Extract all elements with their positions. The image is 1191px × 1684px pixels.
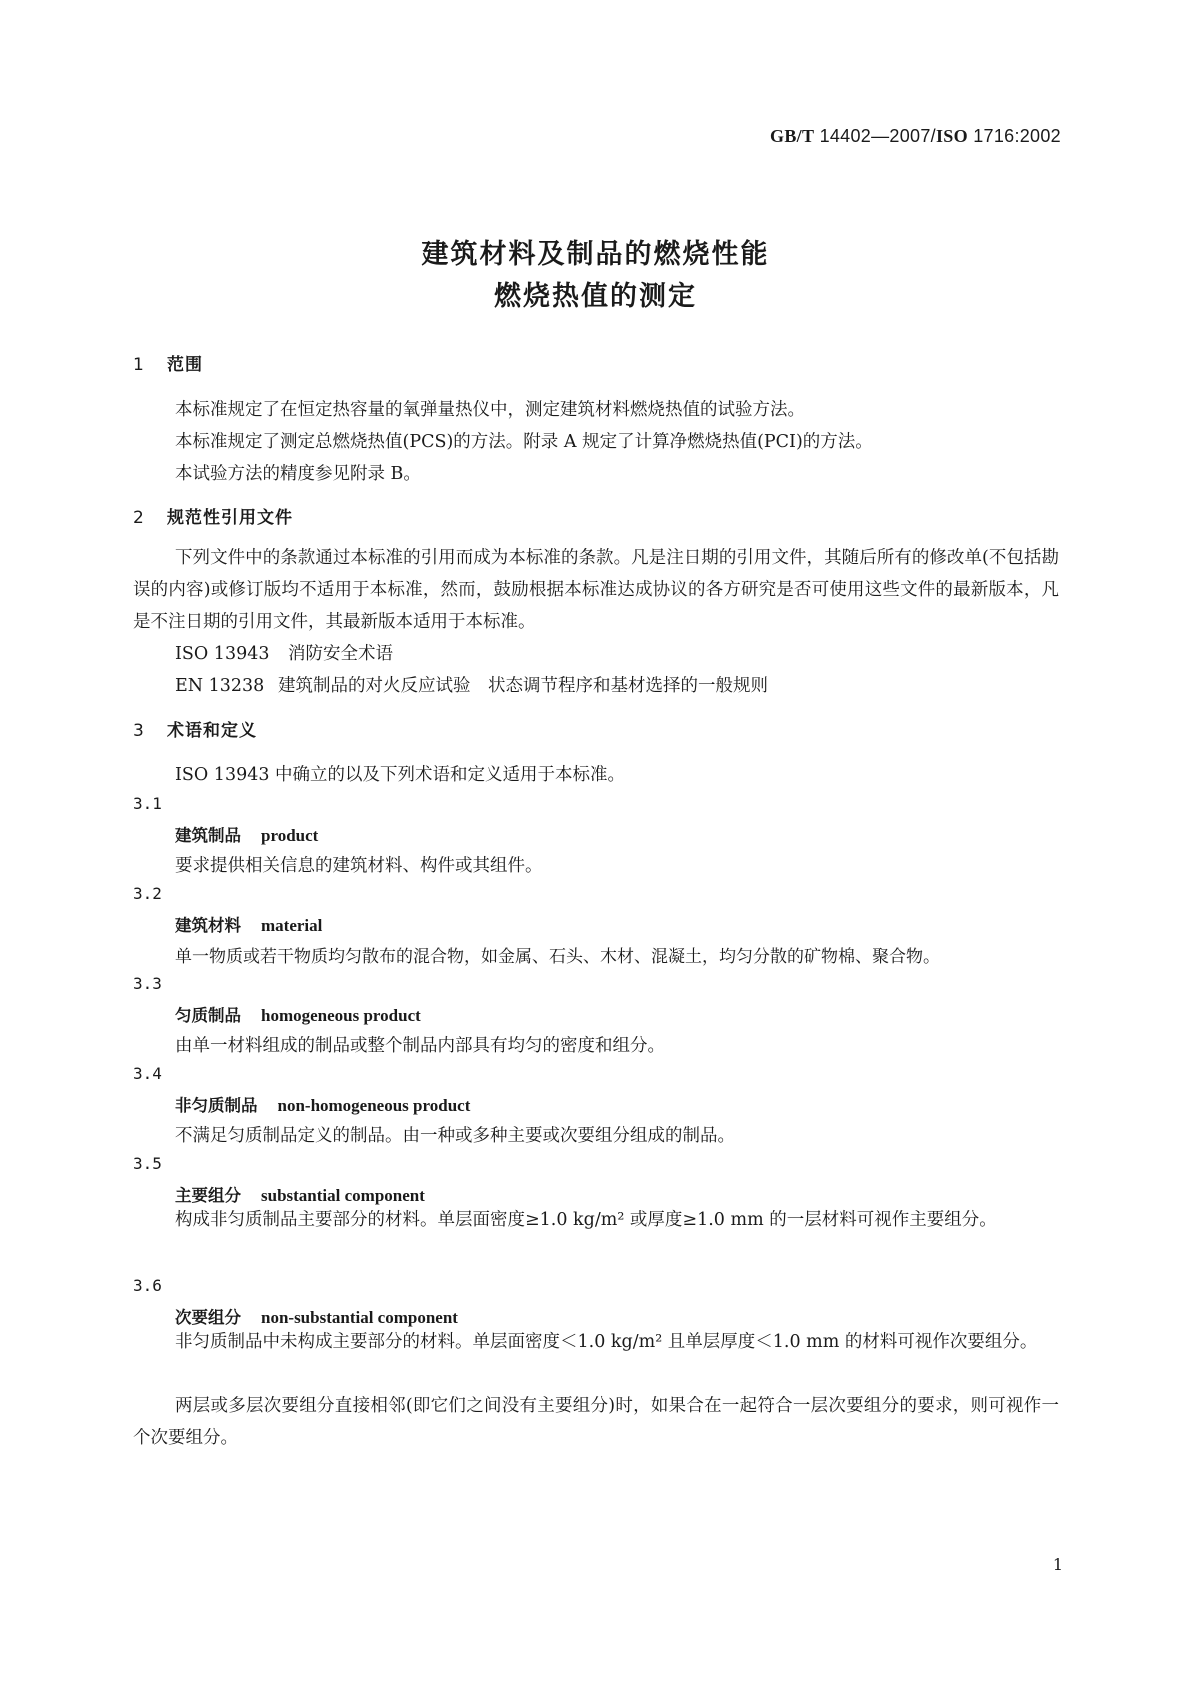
reference-item — [175, 672, 768, 697]
page-number: 1 — [1052, 1555, 1063, 1574]
section-number: 2 — [133, 508, 145, 528]
std-number: 14402—2007/ — [819, 126, 936, 146]
term-cn: 主要组分 — [175, 1186, 241, 1205]
paragraph: 本标准规定了测定总燃烧热值(PCS)的方法。附录 A 规定了计算净燃烧热值(PCI)的方法。 — [175, 432, 873, 452]
document-title-line1: 建筑材料及制品的燃烧性能 — [421, 239, 770, 270]
document-title-line2: 燃烧热值的测定 — [494, 281, 697, 312]
term-heading — [175, 1092, 470, 1116]
reference-title: 建筑制品的对火反应试验 状态调节程序和基材选择的一般规则 — [278, 676, 768, 696]
term-heading — [175, 912, 322, 936]
paragraph: 本试验方法的精度参见附录 B。 — [175, 464, 421, 484]
std-prefix: GB/T — [770, 126, 815, 146]
term-definition: 非匀质制品中未构成主要部分的材料。单层面密度＜1.0 kg/m² 且单层厚度＜1.0 mm 的材料可视作次要组分。 — [175, 1332, 1038, 1352]
term-definition: 由单一材料组成的制品或整个制品内部具有均匀的密度和组分。 — [175, 1036, 665, 1056]
term-cn: 次要组分 — [175, 1308, 241, 1327]
term-cn: 建筑制品 — [175, 826, 241, 845]
section-number: 1 — [133, 355, 145, 375]
term-cn: 建筑材料 — [175, 916, 241, 935]
term-definition: 构成非匀质制品主要部分的材料。单层面密度≥1.0 kg/m² 或厚度≥1.0 mm 的一层材料可视作主要组分。 — [175, 1210, 997, 1230]
reference-item — [175, 640, 393, 665]
term-heading — [175, 1304, 458, 1328]
term-heading — [175, 1002, 421, 1026]
term-definition: 不满足匀质制品定义的制品。由一种或多种主要或次要组分组成的制品。 — [175, 1126, 735, 1146]
term-number: 3.5 — [133, 1154, 162, 1173]
reference-code: EN 13238 — [175, 676, 265, 696]
standard-code — [770, 126, 1061, 147]
section-1-heading — [133, 350, 203, 375]
term-heading — [175, 1182, 425, 1206]
term-en: material — [261, 916, 323, 935]
section-title: 规范性引用文件 — [167, 508, 293, 528]
term-en: substantial component — [261, 1186, 425, 1205]
term-cn: 匀质制品 — [175, 1006, 241, 1025]
term-en: product — [261, 826, 319, 845]
term-number: 3.1 — [133, 794, 162, 813]
term-number: 3.4 — [133, 1064, 162, 1083]
term-number: 3.6 — [133, 1276, 162, 1295]
term-number: 3.2 — [133, 884, 162, 903]
paragraph: ISO 13943 中确立的以及下列术语和定义适用于本标准。 — [175, 765, 626, 785]
section-title: 范围 — [167, 355, 203, 375]
paragraph: 下列文件中的条款通过本标准的引用而成为本标准的条款。凡是注日期的引用文件，其随后所有的修改单(不包括勘误的内容)或修订版均不适用于本标准，然而，鼓励根据本标准达成协议的各方研究是否可使用这些文件的最新版本，凡是不注日期的引用文件，其最新版本适用于本标准。 — [133, 548, 1059, 632]
term-cn: 非匀质制品 — [175, 1096, 258, 1115]
section-3-heading — [133, 716, 257, 741]
term-en: homogeneous product — [261, 1006, 421, 1025]
term-definition: 单一物质或若干物质均匀散布的混合物，如金属、石头、木材、混凝土，均匀分散的矿物棉、聚合物。 — [175, 947, 940, 967]
reference-title: 消防安全术语 — [288, 644, 393, 664]
term-en: non-substantial component — [261, 1308, 458, 1327]
reference-code: ISO 13943 — [175, 644, 270, 664]
paragraph: 本标准规定了在恒定热容量的氧弹量热仪中，测定建筑材料燃烧热值的试验方法。 — [175, 400, 805, 420]
section-2-heading — [133, 503, 293, 528]
term-number: 3.3 — [133, 974, 162, 993]
term-heading — [175, 822, 318, 846]
term-definition: 要求提供相关信息的建筑材料、构件或其组件。 — [175, 856, 543, 876]
section-number: 3 — [133, 721, 145, 741]
term-definition-note: 两层或多层次要组分直接相邻(即它们之间没有主要组分)时，如果合在一起符合一层次要组分的要求，则可视作一个次要组分。 — [133, 1396, 1059, 1448]
iso-number: 1716:2002 — [973, 126, 1061, 146]
iso-prefix: ISO — [935, 126, 968, 146]
section-title: 术语和定义 — [167, 721, 257, 741]
term-en: non-homogeneous product — [277, 1096, 471, 1115]
